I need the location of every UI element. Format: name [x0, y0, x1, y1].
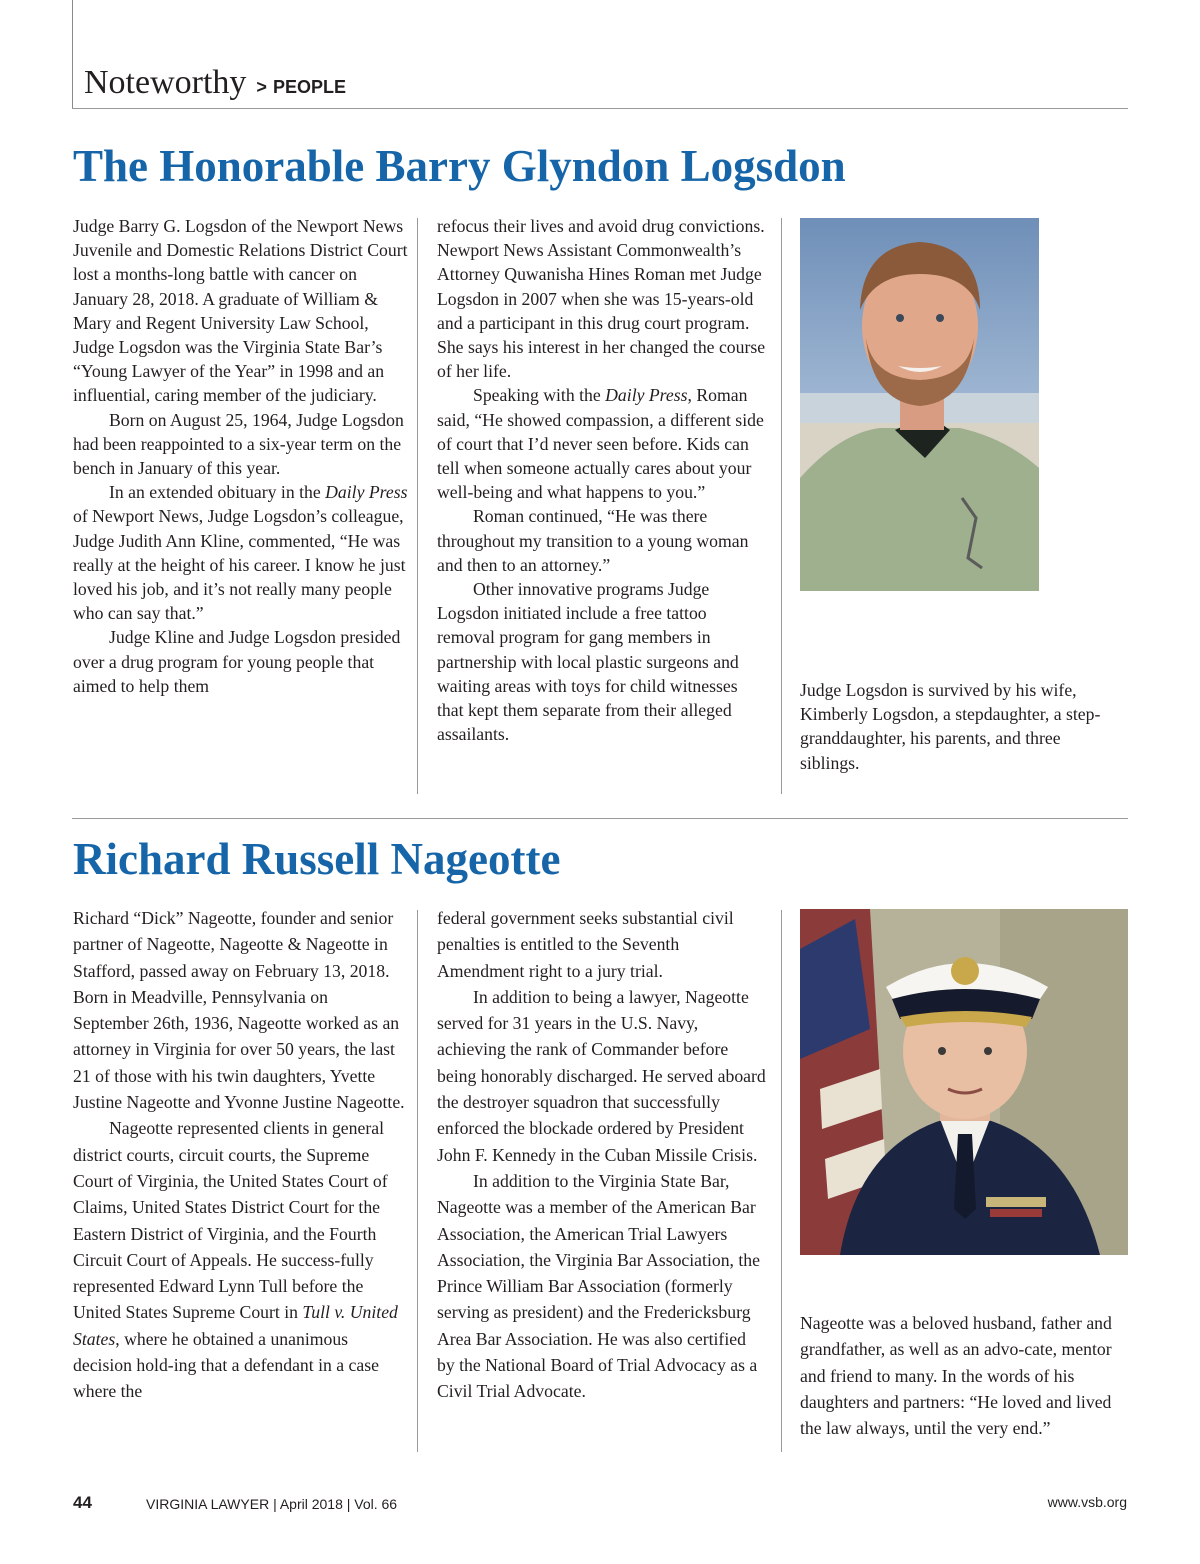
navy-officer-portrait-icon — [800, 909, 1128, 1255]
header-rule — [72, 108, 1128, 109]
article-title: The Honorable Barry Glyndon Logsdon — [73, 141, 846, 191]
column-divider — [781, 910, 782, 1452]
paragraph: Judge Kline and Judge Logsdon presided over a drug program for young people that aimed to help them — [73, 627, 401, 696]
portrait-photo-icon — [800, 218, 1039, 591]
publication-name: Daily Press — [325, 482, 408, 503]
column-divider — [417, 218, 418, 794]
article-column-3 — [800, 1310, 1130, 1441]
paragraph: Speaking with the Daily Press, Roman said, “He showed compassion, a different side of court that I’d never seen before. Kids can tell when someone actually cares about your well-being and what happens to you.” — [437, 385, 764, 503]
paragraph: Nageotte represented clients in general district courts, circuit courts, the Supreme Court of Virginia, the United States Court of Claims, United States District Court for the Eastern District of Virginia, and the Fourth Circuit Court of Appeals. He success-fully represented Edward Lynn Tull before the United States Supreme Court in Tull v. United States, where he obtained a unanimous decision hold-ing that a defendant in a case where the — [73, 1118, 398, 1402]
section-subtitle: PEOPLE — [272, 77, 346, 97]
paragraph: In addition to the Virginia State Bar, Nageotte was a member of the American Bar Association, the American Trial Lawyers Association, the Virginia Bar Association, the Prince William Bar Association (formerly serving as president) and the Fredericksburg Area Bar Association. He was also certified by the National Board of Trial Advocacy as a Civil Trial Advocate. — [437, 1170, 761, 1402]
portrait-photo-icon — [800, 218, 1039, 591]
section-separator: > — [256, 77, 267, 97]
paragraph: Other innovative programs Judge Logsdon initiated include a free tattoo removal program for gang members in partnership with local plastic surgeons and waiting areas with toys for child witnesses that kept them separate from their alleged assailants. — [437, 579, 739, 745]
page-number: 44 — [73, 1493, 92, 1512]
paragraph: Judge Barry G. Logsdon of the Newport News Juvenile and Domestic Relations District Court lost a months-long battle with cancer on January 28, 2018. A graduate of William & Mary and Regent University Law School, Judge Logsdon was the Virginia State Bar’s “Young Lawyer of the Year” in 1998 and an influential, caring member of the judiciary. — [73, 216, 408, 406]
paragraph: In an extended obituary in the Daily Press of Newport News, Judge Logsdon’s colleague, Judge Judith Ann Kline, commented, “He was really at the height of his career. I know he just loved his job, and it’s not really many people who can say that.” — [73, 482, 408, 624]
column-divider — [417, 910, 418, 1452]
website-link[interactable]: www.vsb.org — [1047, 1494, 1127, 1510]
article-divider — [72, 818, 1128, 819]
publication-name: Daily Press — [605, 385, 688, 406]
publication-info: VIRGINIA LAWYER | April 2018 | Vol. 66 — [146, 1496, 398, 1512]
paragraph: Born on August 25, 1964, Judge Logsdon had been reappointed to a six-year term on the bench in January of this year. — [73, 409, 404, 479]
paragraph: Judge Logsdon is survived by his wife, Kimberly Logsdon, a stepdaughter, a step-granddaughter, his parents, and three siblings. — [800, 680, 1101, 773]
article-column-2 — [437, 905, 767, 1405]
paragraph: In addition to being a lawyer, Nageotte served for 31 years in the U.S. Navy, achieving the rank of Commander before being honorably discharged. He served aboard the destroyer squadron that successfully enforced the blockade ordered by President John F. Kennedy in the Cuban Missile Crisis. — [437, 986, 766, 1165]
section-header — [84, 64, 346, 102]
column-divider — [781, 218, 782, 794]
article-title: Richard Russell Nageotte — [73, 834, 561, 884]
paragraph: Roman continued, “He was there throughout my transition to a young woman and then to an attorney.” — [437, 506, 749, 575]
paragraph: refocus their lives and avoid drug convictions. Newport News Assistant Commonwealth’s Attorney Quwanisha Hines Roman met Judge Logsdon in 2007 when she was 15-years-old and a participant in this drug court program. She says his interest in her changed the course of her life. — [437, 216, 766, 382]
paragraph: Nageotte was a beloved husband, father and grandfather, as well as an advo-cate, mentor and friend to many. In the words of his daughters and partners: “He loved and lived the law always, until the very end.” — [800, 1313, 1112, 1439]
paragraph: Richard “Dick” Nageotte, founder and senior partner of Nageotte, Nageotte & Nageotte in Stafford, passed away on February 13, 2018. Born in Meadville, Pennsylvania on September 26th, 1936, Nageotte worked as an attorney in Virginia for over 50 years, the last 21 of those with his twin daughters, Yvette Justine Nageotte and Yvonne Justine Nageotte. — [73, 908, 405, 1113]
article-column-3 — [800, 678, 1110, 775]
navy-officer-portrait-icon — [800, 909, 1128, 1255]
article-column-1 — [73, 905, 408, 1405]
case-name: Tull v. United States — [73, 1302, 398, 1349]
paragraph: federal government seeks substantial civil penalties is entitled to the Seventh Amendment right to a jury trial. — [437, 908, 734, 981]
section-title: Noteworthy — [84, 64, 247, 101]
article-column-1 — [73, 214, 408, 698]
header-vertical-rule — [72, 0, 73, 108]
article-column-2 — [437, 214, 767, 746]
